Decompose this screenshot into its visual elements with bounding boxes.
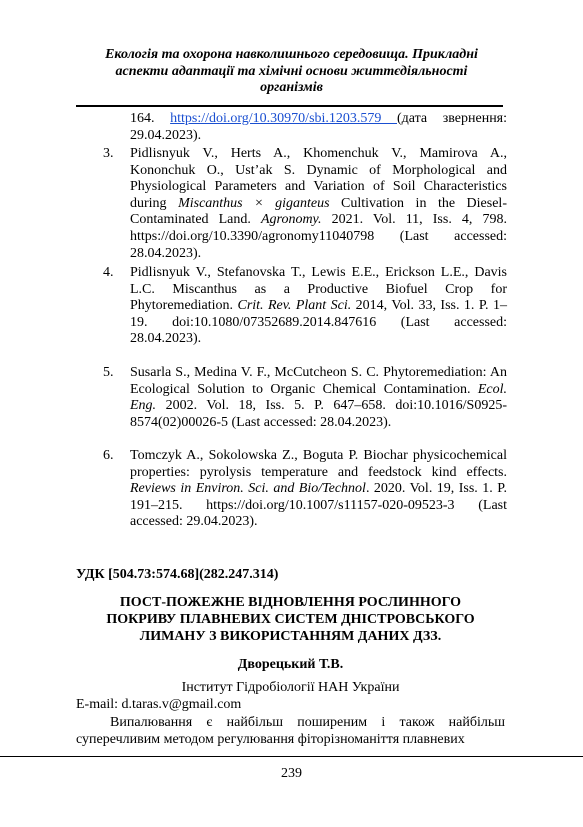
footer-divider [0, 756, 583, 757]
udc-code: УДК [504.73:574.68](282.247.314) [76, 567, 279, 582]
reference-text: Cultivation in the Diesel-Contaminated Land. [130, 195, 507, 228]
reference-text: . 2020. Vol. 19, Iss. 1. P. 191–215. https://doi.org/10.1007/s11157-020-09523-3 (Last accessed: 29.04.2023). [130, 481, 507, 530]
reference-item-3 [103, 146, 507, 262]
reference-continued-suffix: (дата звернення: 29.04.2023). [130, 111, 508, 143]
reference-number: 5. [103, 365, 114, 380]
reference-text: Pidlisnyuk V., Stefanovska T., Lewis E.E., Erickson L.E., Davis L.C. Miscanthus as a Productive Biofuel Crop for Phytoremediation. [130, 265, 507, 314]
reference-text: 2021. Vol. 11, Iss. 4, 798. https://doi.org/10.3390/agronomy11040798 (Last accessed: 28.04.2023). [130, 212, 507, 261]
reference-journal: Reviews in Environ. Sci. and Bio/Technol [130, 481, 366, 497]
running-header [60, 47, 523, 97]
author-email: E-mail: d.taras.v@gmail.com [76, 697, 242, 712]
running-header-line-1: Екологія та охорона навколишнього середовища. Прикладні [105, 47, 478, 62]
reference-text: Pidlisnyuk V., Herts A., Khomenchuk V., Mamirova A., Kononchuk O., Ust’ak S. Dynamic of Morphological and Physiological Parameters and Variation of Soil Characteristics during [130, 146, 507, 211]
reference-text: 2002. Vol. 18, Iss. 5. P. 647–658. doi:10.1016/S0925-8574(02)00026-5 (Last accessed: 28.04.2023). [130, 398, 507, 430]
reference-text: Tomczyk A., Sokolowska Z., Boguta P. Biochar physicochemical properties: pyrolysis temperature and feedstock kind effects. [130, 448, 507, 480]
reference-item-4 [103, 265, 507, 348]
header-divider [76, 105, 503, 107]
page-number: 239 [281, 766, 302, 781]
article-title-line-1: ПОСТ-ПОЖЕЖНЕ ВІДНОВЛЕННЯ РОСЛИННОГО [119, 595, 462, 610]
reference-number: 4. [103, 265, 114, 280]
author-affiliation: Інститут Гідробіології НАН України [181, 680, 400, 695]
reference-continued-prefix: 164. [130, 111, 171, 126]
reference-text: 2014, Vol. 33, Iss. 1. P. 1–19. doi:10.1080/07352689.2014.847616 (Last accessed: 28.04.2023). [130, 298, 507, 347]
reference-number: 3. [103, 146, 114, 161]
article-title-line-2: ПОКРИВУ ПЛАВНЕВИХ СИСТЕМ ДНІСТРОВСЬКОГО [106, 612, 475, 627]
reference-journal: Agronomy. [260, 212, 322, 228]
reference-journal: Ecol. Eng. [130, 381, 507, 414]
reference-item-6 [103, 448, 507, 531]
reference-text: Susarla S., Medina V. F., McCutcheon S. C. Phytoremediation: An Ecological Solution to Organic Chemical Contamination. [130, 365, 507, 397]
running-header-line-2: аспекти адаптації та хімічні основи життєдіяльності [115, 63, 468, 79]
article-author: Дворецький Т.В. [237, 657, 344, 672]
article-title-line-3: ЛИМАНУ З ВИКОРИСТАННЯМ ДАНИХ ДЗЗ. [139, 629, 442, 644]
reference-journal: Crit. Rev. Plant Sci. [237, 298, 352, 314]
reference-number: 6. [103, 448, 114, 463]
reference-italic: Miscanthus × giganteus [178, 195, 330, 211]
running-header-line-3: організмів [260, 80, 323, 95]
reference-doi-link[interactable]: https://doi.org/10.30970/sbi.1203.579 [170, 111, 397, 126]
article-title [76, 594, 505, 645]
article-body-start: Випалювання є найбільш поширеним і також найбільш суперечливим методом регулювання фіторізноманіття плавневих [76, 715, 505, 747]
reference-continued [130, 111, 507, 144]
reference-item-5 [103, 365, 507, 431]
